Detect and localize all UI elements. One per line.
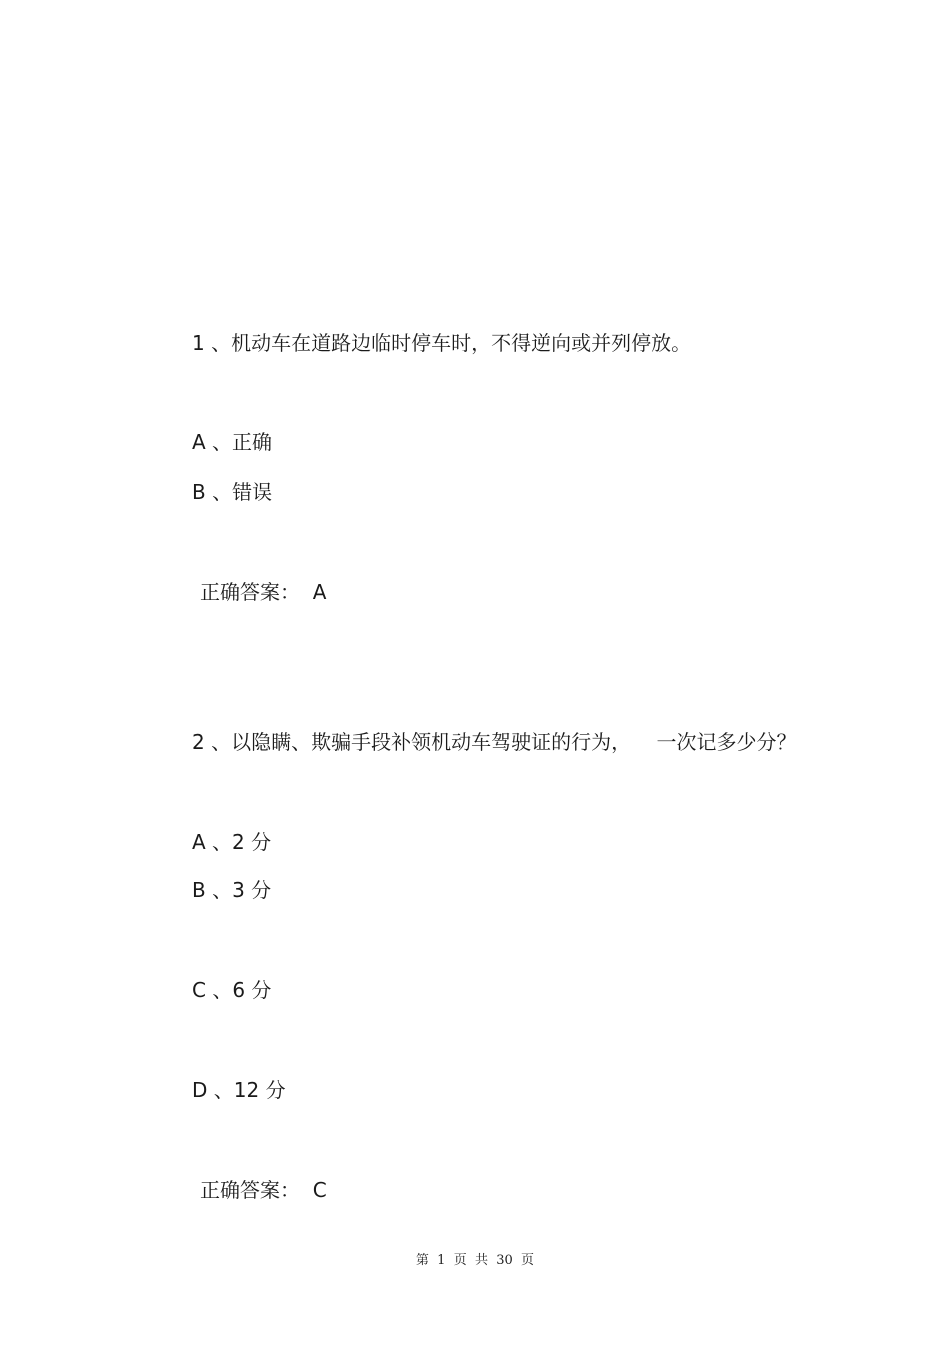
question-2-option-b: B 、3 分 [192, 878, 272, 902]
question-2-option-a: A 、2 分 [192, 830, 272, 854]
question-2-option-d: D 、12 分 [192, 1078, 286, 1102]
question-2-text: 2 、以隐瞒、欺骗手段补领机动车驾驶证的行为， 一次记多少分？ [192, 730, 797, 754]
question-2-option-c: C 、6 分 [192, 978, 272, 1002]
page-number-footer: 第 1 页 共 30 页 [415, 1253, 535, 1268]
question-1-option-b: B 、错误 [192, 480, 273, 504]
question-1-text: 1 、机动车在道路边临时停车时，不得逆向或并列停放。 [192, 331, 692, 355]
question-1-option-a: A 、正确 [192, 430, 273, 454]
question-2-answer: 正确答案： C [200, 1178, 327, 1202]
question-1-answer: 正确答案： A [200, 580, 327, 604]
